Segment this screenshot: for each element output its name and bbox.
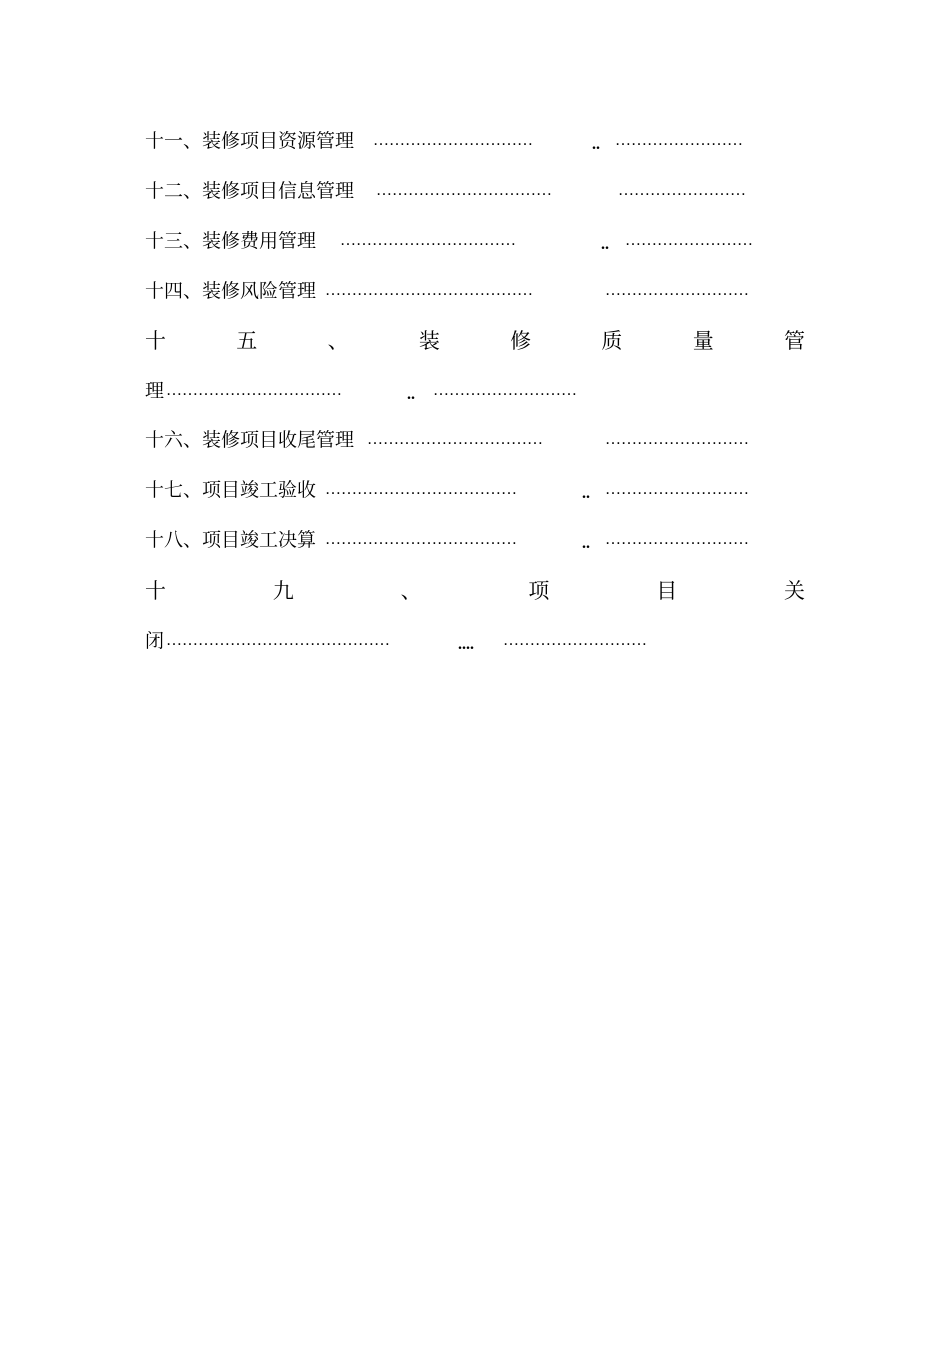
toc-char: 、 bbox=[400, 579, 422, 603]
toc-char: 十 bbox=[145, 329, 166, 353]
toc-leader-dots: .. bbox=[582, 485, 590, 502]
toc-leader-dots: …………………………… bbox=[166, 382, 342, 399]
toc-char: 关 bbox=[783, 579, 805, 603]
toc-leader-dots: …………………………… bbox=[367, 431, 543, 448]
toc-leader-dots: .... bbox=[458, 636, 474, 653]
toc-leader-dots: …………………………… bbox=[376, 182, 552, 199]
toc-entry-title: 十七、项目竣工验收 bbox=[145, 479, 317, 501]
toc-char: 管 bbox=[783, 329, 805, 353]
toc-char: 十 bbox=[145, 579, 166, 603]
toc-leader-dots: …………………… bbox=[625, 232, 753, 249]
toc-entry-title: 理 bbox=[145, 380, 165, 402]
toc-leader-dots: ……………………… bbox=[433, 382, 577, 399]
toc-leader-dots: ……………………… bbox=[605, 531, 749, 548]
toc-leader-dots: ………………………… bbox=[373, 132, 533, 149]
toc-leader-dots: ……………………………… bbox=[325, 481, 517, 498]
toc-leader-dots: ……………………………… bbox=[325, 531, 517, 548]
toc-entry-15-justified[interactable] bbox=[145, 328, 805, 354]
toc-char: 量 bbox=[692, 329, 714, 353]
toc-char: 、 bbox=[327, 329, 349, 353]
toc-char: 五 bbox=[236, 329, 258, 353]
toc-leader-dots: ………………………………… bbox=[325, 282, 533, 299]
toc-char: 目 bbox=[656, 579, 678, 603]
toc-leader-dots: …………………… bbox=[615, 132, 743, 149]
toc-char: 质 bbox=[601, 329, 623, 353]
toc-leader-dots: …………………… bbox=[618, 182, 746, 199]
toc-entry-title: 十三、装修费用管理 bbox=[145, 230, 317, 252]
toc-entry-title: 十二、装修项目信息管理 bbox=[145, 180, 355, 202]
toc-leader-dots: .. bbox=[592, 136, 600, 153]
toc-entry-title: 十六、装修项目收尾管理 bbox=[145, 429, 355, 451]
toc-leader-dots: .. bbox=[601, 236, 609, 253]
toc-entry-title: 闭 bbox=[145, 630, 165, 652]
toc-char: 修 bbox=[510, 329, 532, 353]
toc-leader-dots: ……………………… bbox=[605, 481, 749, 498]
toc-entry-title: 十八、项目竣工决算 bbox=[145, 529, 317, 551]
toc-leader-dots: .. bbox=[582, 535, 590, 552]
toc-leader-dots: ……………………… bbox=[605, 282, 749, 299]
toc-entry-title: 十一、装修项目资源管理 bbox=[145, 130, 355, 152]
toc-leader-dots: …………………………… bbox=[340, 232, 516, 249]
toc-char: 项 bbox=[528, 579, 550, 603]
toc-entry-title: 十四、装修风险管理 bbox=[145, 280, 317, 302]
toc-entry-19-justified[interactable] bbox=[145, 578, 805, 604]
toc-leader-dots: …………………………………… bbox=[166, 632, 390, 649]
toc-leader-dots: .. bbox=[407, 386, 415, 403]
toc-leader-dots: ……………………… bbox=[503, 632, 647, 649]
toc-leader-dots: ……………………… bbox=[605, 431, 749, 448]
toc-char: 九 bbox=[272, 579, 294, 603]
toc-char: 装 bbox=[418, 329, 440, 353]
